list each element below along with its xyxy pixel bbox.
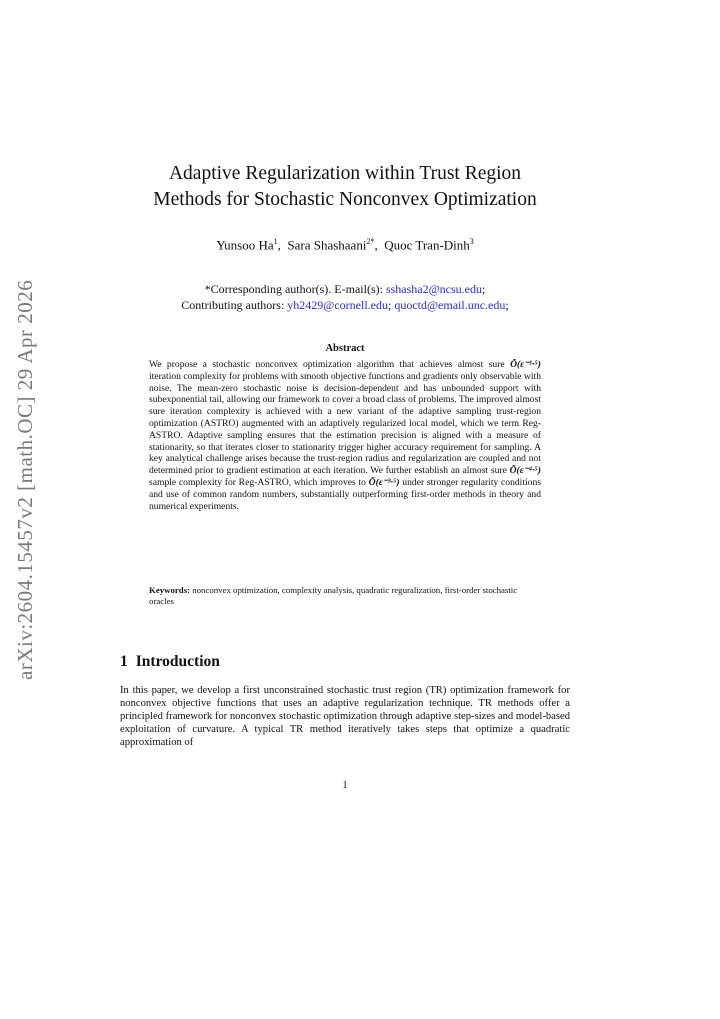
punctuation: ;	[387, 298, 395, 312]
arxiv-identifier: arXiv:2604.15457v2 [math.OC] 29 Apr 2026	[13, 279, 37, 680]
author-name: Sara Shashaani	[287, 237, 367, 253]
keywords-label: Keywords:	[149, 585, 191, 595]
punctuation: ;	[482, 282, 486, 296]
author-name: Yunsoo Ha	[216, 237, 274, 253]
keywords-text: nonconvex optimization, complexity analysis, quadratic reguralization, first-order stochastic oracles	[149, 585, 518, 606]
contributing-label: Contributing authors:	[181, 298, 288, 312]
abstract-heading: Abstract	[325, 343, 365, 354]
section-number: 1	[120, 653, 128, 670]
complexity-formula: Õ(ε⁻⁴·⁵)	[509, 465, 541, 477]
title-line-1: Adaptive Regularization within Trust Region	[168, 163, 522, 184]
abstract-text: under stronger regularity conditions and use of common random numbers, substantially outperforming first-order methods in theory and numerical experiments.	[149, 476, 542, 512]
contributing-authors-line	[120, 297, 570, 313]
abstract-body	[149, 359, 541, 512]
author-contacts	[120, 281, 570, 313]
corresponding-email-link[interactable]: sshasha2@ncsu.edu	[385, 282, 482, 296]
section-title: Introduction	[135, 653, 220, 670]
author-name: Quoc Tran-Dinh	[384, 237, 470, 253]
abstract-text: iteration complexity for problems with smooth objective functions and gradients only observable with noise. The mean-zero stochastic noise is decision-dependent and has unbounded support with subexponential tail, allowing our framework to cover a broad class of problems. The improved almost sure iteration complexity is achieved with a new variant of the adaptive sampling trust-region optimization (ASTRO) augmented with an adaptively regularized local model, which we term Reg-ASTRO. Adaptive sampling ensures that the estimation precision is aligned with a measure of stationarity, so that iterates closer to stationarity trigger higher accuracy requirement for sampling. A key analytical challenge arises because the trust-region radius and regularization are coupled and not determined prior to gradient estimation at each iteration. We further establish an almost sure	[149, 370, 541, 477]
author-affiliation: 2*	[366, 237, 375, 246]
author-affiliation: 3	[469, 237, 474, 246]
contributing-email-link-1[interactable]: yh2429@cornell.edu	[287, 298, 388, 312]
title-line-2: Methods for Stochastic Nonconvex Optimization	[153, 189, 537, 210]
page-number: 1	[342, 780, 348, 791]
paper-title	[120, 161, 570, 213]
section-heading	[120, 653, 220, 671]
introduction-paragraph: In this paper, we develop a first unconstrained stochastic trust region (TR) optimization framework for nonconvex objective functions that uses an adaptive regularization technique. TR methods offer a principled framework for nonconvex stochastic optimization through adaptive step-sizes and model-based exploitation of curvature. A typical TR method iteratively takes steps that optimize a quadratic approximation of	[120, 685, 570, 749]
keywords	[149, 585, 541, 607]
abstract-text: We propose a stochastic nonconvex optimization algorithm that achieves almost sure	[149, 359, 511, 370]
author-list: Yunsoo Ha$^1$, Sara Shashaani$^{2*}$, Quoc Tran-Dinh$^3$	[216, 237, 474, 253]
author-affiliation: 1	[273, 237, 278, 246]
punctuation: ;	[505, 298, 509, 312]
complexity-formula: Õ(ε⁻³·⁵)	[368, 476, 400, 488]
contributing-email-link-2[interactable]: quoctd@email.unc.edu	[394, 298, 506, 312]
corresponding-author-line	[120, 281, 570, 297]
complexity-formula: Õ(ε⁻¹·⁵)	[510, 359, 541, 370]
corresponding-label: *Corresponding author(s). E-mail(s):	[204, 282, 386, 296]
abstract-text: sample complexity for Reg-ASTRO, which improves to	[149, 476, 369, 488]
